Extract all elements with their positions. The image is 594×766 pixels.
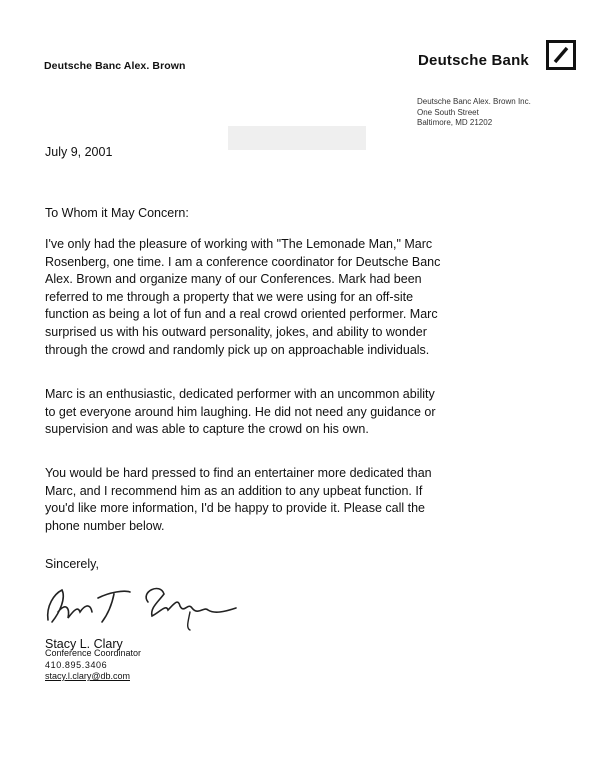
handwritten-signature-icon <box>40 572 240 634</box>
brand-name: Deutsche Bank <box>418 52 529 69</box>
letter-date: July 9, 2001 <box>45 145 113 159</box>
salutation: To Whom it May Concern: <box>45 206 189 220</box>
deutsche-bank-logo-icon <box>546 40 576 70</box>
signer-name: Stacy L. Clary <box>45 637 123 651</box>
body-paragraph: I've only had the pleasure of working with "The Lemonade Man," Marc Rosenberg, one time. I am a conference coordinator for Deutsche Banc Alex. Brown and organize many of our Conferences. Mark had been referred to me through a property that we were using for an off-site function as being a lot of fun and a real crowd oriented performer. Marc surprised us with his outward personality, jokes, and ability to wonder through the crowd and randomly pick up on approachable individuals. <box>45 237 441 357</box>
address-line: Baltimore, MD 21202 <box>417 118 493 127</box>
signer-phone: 410.895.3406 <box>45 660 108 670</box>
address-line: Deutsche Banc Alex. Brown Inc. <box>417 97 531 106</box>
address-line: One South Street <box>417 107 479 117</box>
sender-address <box>417 97 531 129</box>
closing: Sincerely, <box>45 557 99 571</box>
body-paragraph: You would be hard pressed to find an entertainer more dedicated than Marc, and I recommend him as an addition to any upbeat function. If you'd like more information, I'd be happy to provide it. Please call the phone number below. <box>45 466 432 533</box>
signer-title: Conference Coordinator <box>45 648 142 658</box>
faint-stamp-mark <box>222 120 372 156</box>
signer-email-link[interactable]: stacy.l.clary@db.com <box>45 671 130 681</box>
body-paragraph: Marc is an enthusiastic, dedicated performer with an uncommon ability to get everyone around him laughing. He did not need any guidance or supervision and was able to capture the crowd on his own. <box>45 387 436 437</box>
brand-header <box>418 40 578 74</box>
division-name: Deutsche Banc Alex. Brown <box>44 60 186 72</box>
